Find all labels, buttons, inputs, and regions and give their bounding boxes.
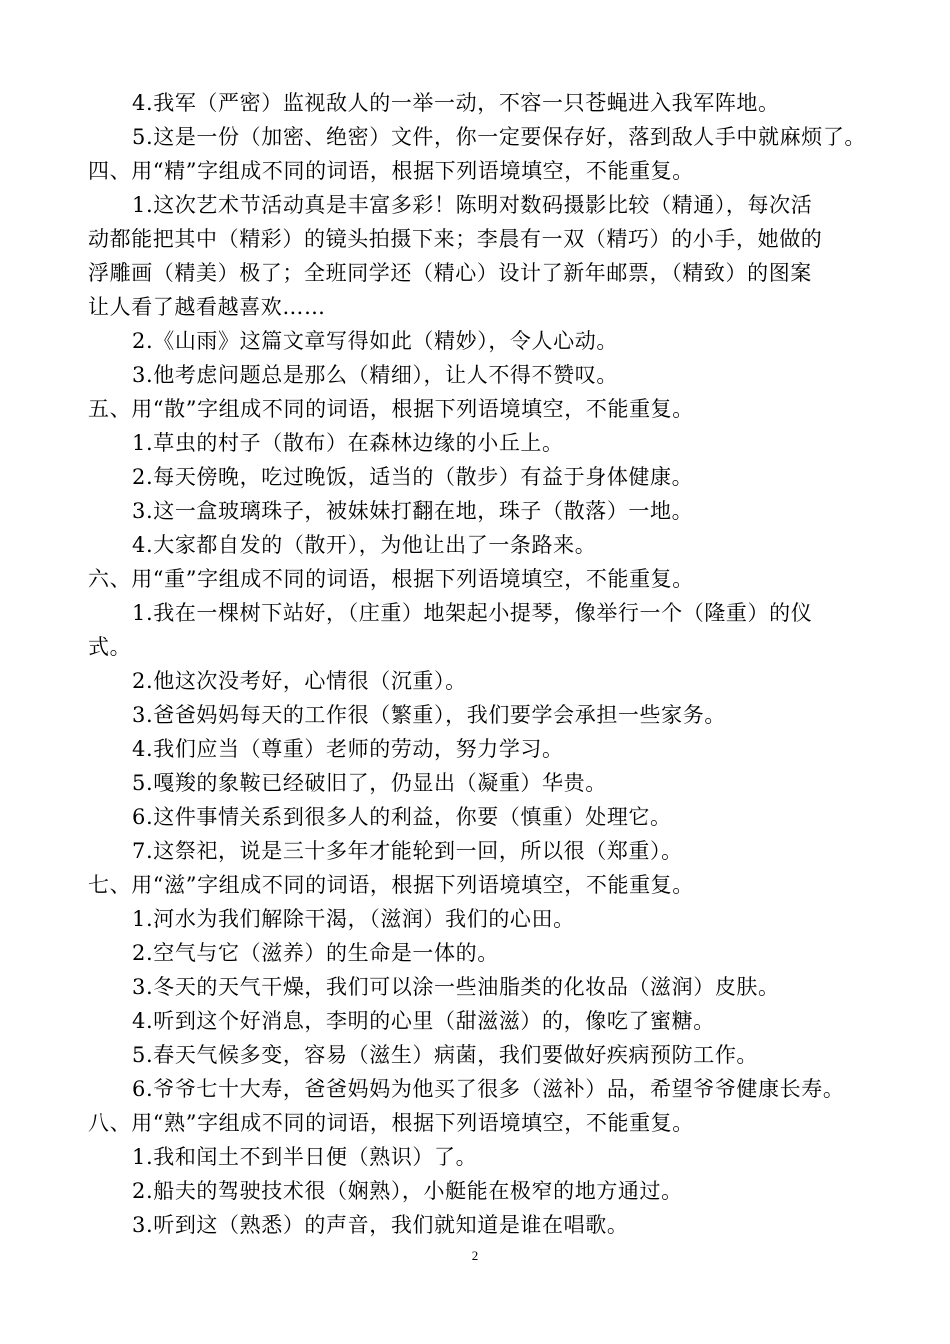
page-number: 2 <box>471 1248 479 1263</box>
text-line: 4.大家都自发的（散开），为他让出了一条路来。 <box>132 533 597 557</box>
section-heading: 八、用“熟”字组成不同的词语，根据下列语境填空，不能重复。 <box>88 1111 694 1135</box>
text-line: 2.空气与它（滋养）的生命是一体的。 <box>132 941 499 965</box>
text-line: 让人看了越看越喜欢…… <box>88 295 326 319</box>
text-line: 式。 <box>88 635 132 659</box>
text-line: 3.听到这（熟悉）的声音，我们就知道是谁在唱歌。 <box>132 1213 629 1237</box>
text-line: 3.冬天的天气干燥，我们可以涂一些油脂类的化妆品（滋润）皮肤。 <box>132 975 780 999</box>
text-line: 3.他考虑问题总是那么（精细），让人不得不赞叹。 <box>132 363 618 387</box>
text-line: 6.这件事情关系到很多人的利益，你要（慎重）处理它。 <box>132 805 672 829</box>
text-line: 1.河水为我们解除干渴，（滋润）我们的心田。 <box>132 907 575 931</box>
text-line: 2.每天傍晚，吃过晚饭，适当的（散步）有益于身体健康。 <box>132 465 694 489</box>
text-line: 6.爷爷七十大寿，爸爸妈妈为他买了很多（滋补）品，希望爷爷健康长寿。 <box>132 1077 845 1101</box>
text-line: 5.春天气候多变，容易（滋生）病菌，我们要做好疾病预防工作。 <box>132 1043 759 1067</box>
text-line: 1.我和闰土不到半日便（熟识）了。 <box>132 1145 478 1169</box>
text-line: 1.这次艺术节活动真是丰富多彩！陈明对数码摄影比较（精通），每次活 <box>132 193 813 217</box>
text-line: 2.《山雨》这篇文章写得如此（精妙），令人心动。 <box>132 329 618 353</box>
text-line: 浮雕画（精美）极了；全班同学还（精心）设计了新年邮票，（精致）的图案 <box>88 261 812 285</box>
text-line: 1.我在一棵树下站好，（庄重）地架起小提琴，像举行一个（隆重）的仪 <box>132 601 813 625</box>
text-line: 2.船夫的驾驶技术很（娴熟），小艇能在极窄的地方通过。 <box>132 1179 683 1203</box>
text-line: 1.草虫的村子（散布）在森林边缘的小丘上。 <box>132 431 564 455</box>
text-line: 7.这祭祀，说是三十多年才能轮到一回，所以很（郑重）。 <box>132 839 683 863</box>
section-heading: 四、用“精”字组成不同的词语，根据下列语境填空，不能重复。 <box>88 159 694 183</box>
text-line: 4.我们应当（尊重）老师的劳动，努力学习。 <box>132 737 564 761</box>
text-line: 3.这一盒玻璃珠子，被妹妹打翻在地，珠子（散落）一地。 <box>132 499 694 523</box>
text-line: 动都能把其中（精彩）的镜头拍摄下来；李晨有一双（精巧）的小手，她做的 <box>88 227 823 251</box>
text-line: 5.嘎羧的象鞍已经破旧了，仍显出（凝重）华贵。 <box>132 771 607 795</box>
section-heading: 五、用“散”字组成不同的词语，根据下列语境填空，不能重复。 <box>88 397 694 421</box>
text-line: 2.他这次没考好，心情很（沉重）。 <box>132 669 467 693</box>
text-line: 4.听到这个好消息，李明的心里（甜滋滋）的，像吃了蜜糖。 <box>132 1009 715 1033</box>
text-line: 5.这是一份（加密、绝密）文件，你一定要保存好，落到敌人手中就麻烦了。 <box>132 125 867 149</box>
text-line: 3.爸爸妈妈每天的工作很（繁重），我们要学会承担一些家务。 <box>132 703 726 727</box>
section-heading: 六、用“重”字组成不同的词语，根据下列语境填空，不能重复。 <box>88 567 694 591</box>
text-line: 4.我军（严密）监视敌人的一举一动，不容一只苍蝇进入我军阵地。 <box>132 91 780 115</box>
section-heading: 七、用“滋”字组成不同的词语，根据下列语境填空，不能重复。 <box>88 873 694 897</box>
